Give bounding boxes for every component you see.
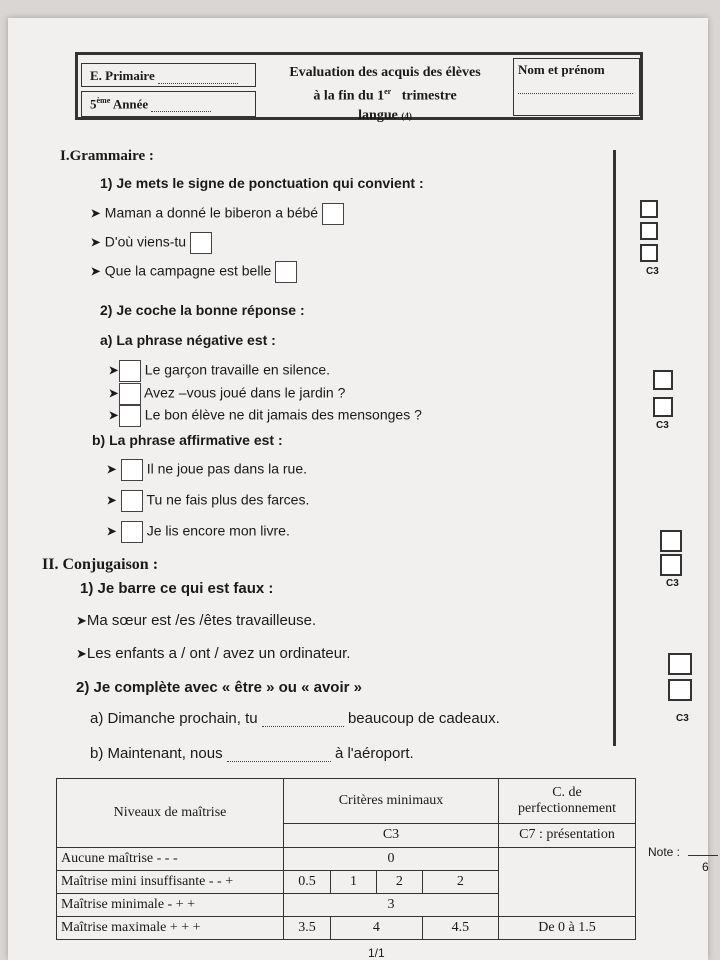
g-qa: a) La phrase négative est :: [100, 332, 276, 348]
perf-empty-cell: [499, 848, 636, 917]
g-qb-item2: ➤ Tu ne fais plus des farces.: [106, 490, 309, 512]
grade-box[interactable]: [660, 554, 682, 576]
arrow-icon: ➤: [106, 461, 117, 477]
year-sup: ème: [96, 96, 111, 105]
arrow-icon: ➤: [108, 385, 119, 401]
criterion-label: C3: [666, 578, 679, 589]
fill-in-blank[interactable]: [227, 761, 331, 762]
grade-box[interactable]: [640, 222, 658, 240]
school-cell: [81, 63, 256, 87]
page-number: 1/1: [368, 946, 385, 960]
g-qa-item1: ➤ Le garçon travaille en silence.: [108, 360, 330, 382]
arrow-icon: ➤: [90, 205, 101, 221]
g-q1-item1: ➤ Maman a donné le biberon a bébé: [90, 203, 344, 225]
grade-box[interactable]: [668, 679, 692, 701]
punctuation-box[interactable]: [190, 232, 212, 254]
name-cell: [513, 58, 640, 116]
note-label: Note :: [648, 845, 681, 859]
c-q2-b: b) Maintenant, nous à l'aéroport.: [90, 745, 414, 762]
c-q2-a: a) Dimanche prochain, tu beaucoup de cadeaux.: [90, 710, 500, 727]
answer-checkbox[interactable]: [121, 490, 143, 512]
table-row: Aucune maîtrise - - - 0: [57, 848, 636, 871]
vertical-divider: [613, 150, 616, 746]
g-q2: 2) Je coche la bonne réponse :: [100, 302, 305, 318]
header-niveaux: Niveaux de maîtrise: [57, 779, 284, 848]
g-qb-item3: ➤ Je lis encore mon livre.: [106, 521, 290, 543]
header-criteres: Critères minimaux: [284, 779, 499, 824]
header-box: [75, 52, 643, 123]
arrow-icon: ➤: [108, 362, 119, 378]
header-perfectionnement: C. de perfectionnement: [499, 779, 636, 824]
name-dots: [518, 93, 633, 94]
arrow-icon: ➤: [76, 646, 87, 661]
grade-box[interactable]: [660, 530, 682, 552]
answer-checkbox[interactable]: [119, 360, 141, 382]
grade-box[interactable]: [653, 397, 673, 417]
grammaire-title: I.Grammaire :: [60, 148, 154, 164]
g-q1-item3: ➤ Que la campagne est belle: [90, 261, 297, 283]
school-label: E. Primaire: [90, 68, 155, 83]
header-c7: C7 : présentation: [499, 823, 636, 847]
arrow-icon: ➤: [90, 263, 101, 279]
mastery-table: [56, 778, 636, 940]
title-line3: langue (4): [358, 107, 412, 123]
conjugaison-title: II. Conjugaison :: [42, 556, 159, 573]
year-label: Année: [112, 96, 149, 112]
punctuation-box[interactable]: [322, 203, 344, 225]
answer-checkbox[interactable]: [119, 383, 141, 405]
g-qb-item1: ➤ Il ne joue pas dans la rue.: [106, 459, 307, 481]
criterion-label: C3: [656, 420, 669, 431]
year-num: 5: [90, 96, 97, 112]
g-q1: 1) Je mets le signe de ponctuation qui convient :: [100, 175, 424, 191]
grade-box[interactable]: [640, 244, 658, 262]
table-row: Maîtrise mini insuffisante - - + 0.5 1 2 2: [57, 871, 636, 894]
header-c3: C3: [284, 823, 499, 847]
punctuation-box[interactable]: [275, 261, 297, 283]
fill-in-blank[interactable]: [262, 726, 344, 727]
name-label: Nom et prénom: [518, 62, 605, 77]
grade-box[interactable]: [653, 370, 673, 390]
c-q2: 2) Je complète avec « être » ou « avoir »: [76, 679, 362, 696]
grade-box[interactable]: [640, 200, 658, 218]
g-q1-item2: ➤ D'où viens-tu: [90, 232, 212, 254]
title-line2: à la fin du 1er trimestre: [313, 87, 457, 104]
note-denominator: 6: [702, 860, 709, 874]
criterion-label: C3: [676, 713, 689, 724]
school-dots: [158, 83, 238, 84]
grade-box[interactable]: [668, 653, 692, 675]
arrow-icon: ➤: [106, 523, 117, 539]
criterion-label: C3: [646, 266, 659, 277]
g-qa-item3: ➤ Le bon élève ne dit jamais des mensonges ?: [108, 405, 422, 427]
table-row: Maîtrise maximale + + + 3.5 4 4.5 De 0 à 1.5: [57, 917, 636, 940]
arrow-icon: ➤: [106, 492, 117, 508]
year-cell: [81, 91, 256, 117]
arrow-icon: ➤: [90, 234, 101, 250]
arrow-icon: ➤: [108, 407, 119, 423]
title-block: [260, 63, 510, 126]
c-q1-item2: ➤Les enfants a / ont / avez un ordinateur.: [76, 645, 351, 662]
table-row: Maîtrise minimale - + + 3: [57, 894, 636, 917]
title-line1: Evaluation des acquis des élèves: [289, 65, 481, 80]
note-line: [688, 855, 718, 856]
g-qb: b) La phrase affirmative est :: [92, 432, 283, 448]
c-q1: 1) Je barre ce qui est faux :: [80, 580, 274, 597]
year-dots: [151, 111, 211, 112]
c-q1-item1: ➤Ma sœur est /es /êtes travailleuse.: [76, 612, 317, 629]
arrow-icon: ➤: [76, 613, 87, 628]
g-qa-item2: ➤ Avez –vous joué dans le jardin ?: [108, 383, 345, 405]
answer-checkbox[interactable]: [121, 521, 143, 543]
answer-checkbox[interactable]: [121, 459, 143, 481]
answer-checkbox[interactable]: [119, 405, 141, 427]
